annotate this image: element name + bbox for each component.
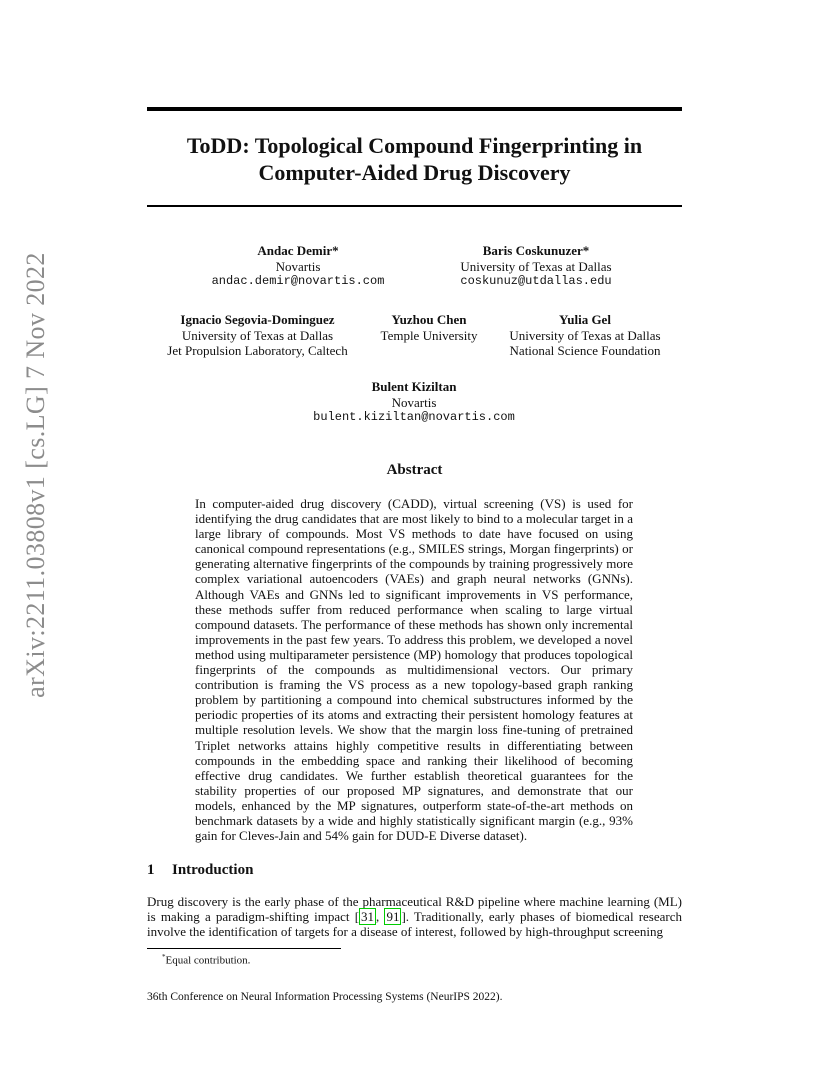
author-block xyxy=(300,379,528,426)
author-email[interactable]: bulent.kiziltan@novartis.com xyxy=(313,410,515,424)
author-affiliation: University of Texas at Dallas xyxy=(181,327,334,343)
title-top-rule xyxy=(147,107,682,111)
author-block xyxy=(150,312,365,359)
intro-text-start: Drug discovery is the early phase of the pharmaceutical R&D pipeline where machine learning (ML) is making a paradigm-shifting impact [ xyxy=(147,894,682,925)
author-affiliation: Temple University xyxy=(380,327,478,343)
author-name: Bulent Kiziltan xyxy=(371,379,457,394)
author-affiliation: National Science Foundation xyxy=(509,343,661,358)
author-email[interactable]: andac.demir@novartis.com xyxy=(211,274,385,288)
title-line-2: Computer-Aided Drug Discovery xyxy=(258,160,571,185)
author-email[interactable]: coskunuz@utdallas.edu xyxy=(460,274,612,288)
author-block xyxy=(198,243,398,290)
introduction-paragraph xyxy=(147,894,682,939)
conference-footer: 36th Conference on Neural Information Processing Systems (NeurIPS 2022). xyxy=(147,991,503,1003)
intro-text-end: ]. Traditionally, early phases of biomedical research involve the identification of targets for a disease of interest, followed by high-throughput screening xyxy=(147,909,683,940)
author-block xyxy=(436,243,636,290)
author-affiliation: Novartis xyxy=(275,258,321,274)
author-name: Andac Demir* xyxy=(257,243,339,258)
author-name: Yulia Gel xyxy=(559,312,611,327)
author-affiliation: University of Texas at Dallas xyxy=(460,258,612,274)
author-affiliation: Novartis xyxy=(391,394,437,410)
section-heading xyxy=(147,862,253,879)
author-affiliation: University of Texas at Dallas xyxy=(509,327,661,343)
arxiv-identifier: arXiv:2211.03808v1 [cs.LG] 7 Nov 2022 xyxy=(21,252,50,698)
title-line-1: ToDD: Topological Compound Fingerprinting in xyxy=(186,133,643,158)
author-block xyxy=(496,312,674,359)
citation-link[interactable]: 31 xyxy=(361,909,375,925)
author-block xyxy=(365,312,493,343)
paper-title xyxy=(147,132,682,186)
author-name: Baris Coskunuzer* xyxy=(482,243,590,258)
footnote-text: Equal contribution. xyxy=(165,954,251,967)
section-title: Introduction xyxy=(172,862,254,878)
footnote-rule xyxy=(147,948,341,949)
footnote xyxy=(162,953,250,967)
author-name: Yuzhou Chen xyxy=(391,312,467,327)
title-bottom-rule xyxy=(147,205,682,207)
section-number: 1 xyxy=(147,862,155,878)
citation-link[interactable]: 91 xyxy=(386,909,400,925)
abstract-body: In computer-aided drug discovery (CADD), virtual screening (VS) is used for identifying the drug candidates that are most likely to bind to a molecular target in a large library of compounds. Most VS methods to date have focused on using canonical compound representations (e.g., SMILES strings, Morgan fingerprints) or generating alternative fingerprints of the compounds by training progressively more complex variational autoencoders (VAEs) and graph neural networks (GNNs). Although VAEs and GNNs led to significant improvements in VS performance, these methods suffer from reduced performance when scaling to large virtual compound datasets. The performance of these methods has shown only incremental improvements in the past few years. To address this problem, we developed a novel method using multiparameter persistence (MP) homology that produces topological fingerprints of the compounds as multidimensional vectors. Our primary contribution is framing the VS process as a new topology-based graph ranking problem by partitioning a compound into chemical substructures informed by the periodic properties of its atoms and extracting their persistent homology features at multiple resolution levels. We show that the margin loss fine-tuning of pretrained Triplet networks attains highly competitive results in differentiating between compounds in the embedding space and ranking their likelihood of becoming effective drug candidates. We further establish theoretical guarantees for the stability properties of our proposed MP signatures, and demonstrate that our models, enhanced by the MP signatures, outperform state-of-the-art methods on benchmark datasets by a wide and highly statistically significant margin (e.g., 93% gain for Cleves-Jain and 54% gain for DUD-E Diverse dataset). xyxy=(195,496,633,844)
citation-separator: , xyxy=(376,909,385,925)
author-name: Ignacio Segovia-Dominguez xyxy=(180,312,335,327)
abstract-heading: Abstract xyxy=(386,462,443,478)
author-affiliation: Jet Propulsion Laboratory, Caltech xyxy=(167,343,348,358)
footnote-marker: * xyxy=(162,953,166,961)
